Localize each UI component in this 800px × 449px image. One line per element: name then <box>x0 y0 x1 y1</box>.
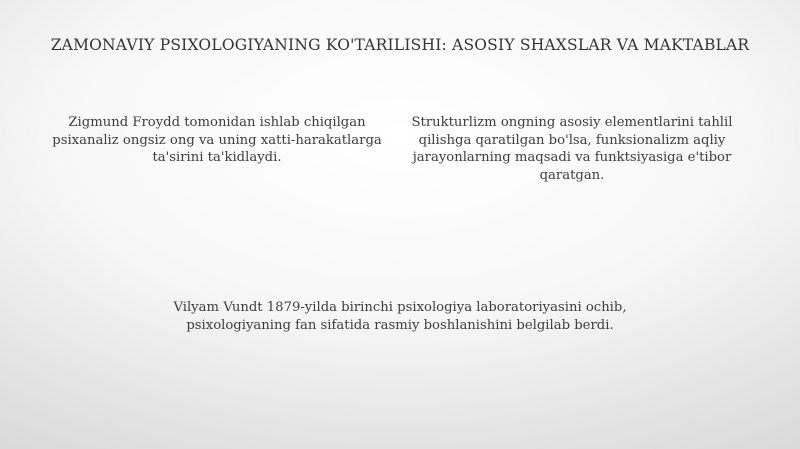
freud-text-block: Zigmund Froydd tomonidan ishlab chiqilgan psixanaliz ongsiz ong va uning xatti-harakatlarga ta'sirini ta'kidlaydi. <box>52 115 382 165</box>
slide-title: ZAMONAVIY PSIXOLOGIYANING KO'TARILISHI: ASOSIY SHAXSLAR VA MAKTABLAR <box>50 36 750 54</box>
wundt-text-block: Vilyam Vundt 1879-yilda birinchi psixologiya laboratoriyasini ochib, psixologiyaning fan sifatida rasmiy boshlanishini belgilab berdi. <box>173 300 627 333</box>
structuralism-text-block: Strukturlizm ongning asosiy elementlarini tahlil qilishga qaratilgan bo'lsa, funksionalizm aqliy jarayonlarning maqsadi va funktsiyasiga e'tibor qaratgan. <box>411 115 733 183</box>
